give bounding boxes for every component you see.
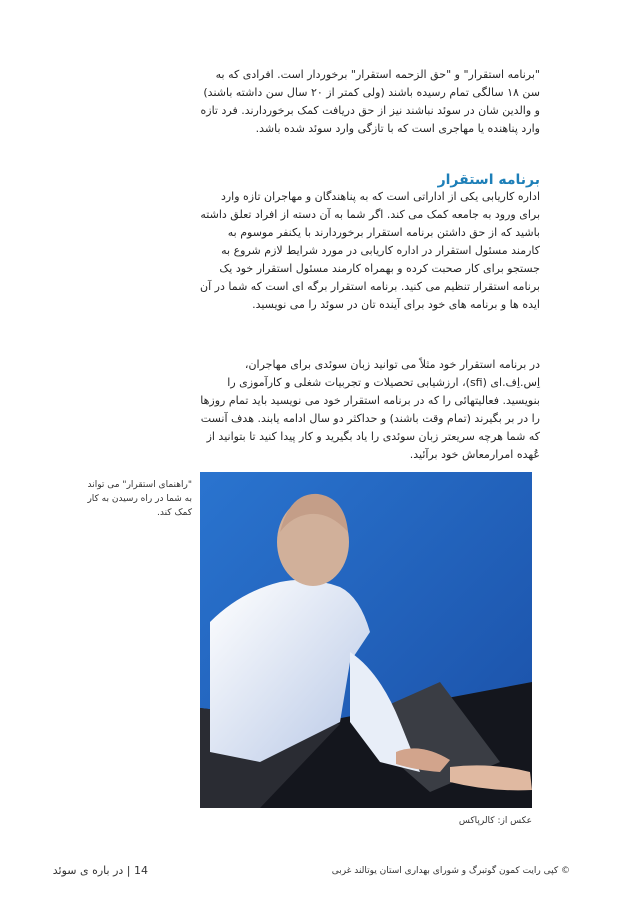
photo-caption: "راهنمای استقرار" می تواند به شما در راه رسیدن به کار کمک کند.	[87, 480, 192, 518]
page-number: 14 | در باره ی سوئد	[52, 864, 148, 877]
body-paragraph-1: اداره کاریابی یکی از اداراتی است که به پناهندگان و مهاجران تازه وارد برای ورود به جامعه کمک می کند. اگر شما به آن دسته از افراد تعلق داشته باشید که از حق داشتن برنامه استقرار برخوردارند با یکنفر موسوم به کارمند مسئول استقرار در اداره کاریابی در مورد شرایط لازم شروع به جستجو برای کار صحبت کرده و بهمراه کارمند مسئول استقرار خود یک برنامه استقرار تنظیم می کنید. برنامه استقرار برگه ای است که شما در آن ایده ها و برنامه های خود برای آینده تان در سوئد را می نویسید.	[200, 190, 540, 311]
intro-paragraph: "برنامه استقرار" و "حق الزحمه استقرار" برخوردار است. افرادی که به سن ۱۸ سالگی تمام رسیده باشند (ولی کمتر از ۲۰ سال سن داشته باشند) و والدین شان در سوئد نباشند نیز از حق دریافت کمک برخوردارند. فرد تازه وارد پناهنده یا مهاجری است که با تازگی وارد سوئد شده باشد.	[200, 68, 540, 135]
footer-copyright: © کپی رایت کمون گوتبرگ و شورای بهداری استان یوتالند غربی	[331, 866, 570, 876]
handshake-photo	[200, 472, 532, 808]
photo-credit: عکس از: کالرپاکس	[458, 816, 532, 826]
body-paragraph-2: در برنامه استقرار خود مثلاً می توانید زبان سوئدی برای مهاجران، اِس.اِف.ای (sfi)، ارزشیابی تحصیلات و تجربیات شغلی و کارآموزی را بنویسید. فعالیتهائی را که در برنامه استقرار خود می نویسید باید تمام روزها را در بر بگیرند (تمام وقت باشند) و حداکثر دو سال ادامه یابند. هدف آنست که شما هرچه سریعتر زبان سوئدی را یاد بگیرید و کار پیدا کنید تا بتوانید از عُهده امرارمعاش خود برآئید.	[200, 358, 540, 461]
section-heading: برنامه استقرار	[437, 172, 540, 188]
